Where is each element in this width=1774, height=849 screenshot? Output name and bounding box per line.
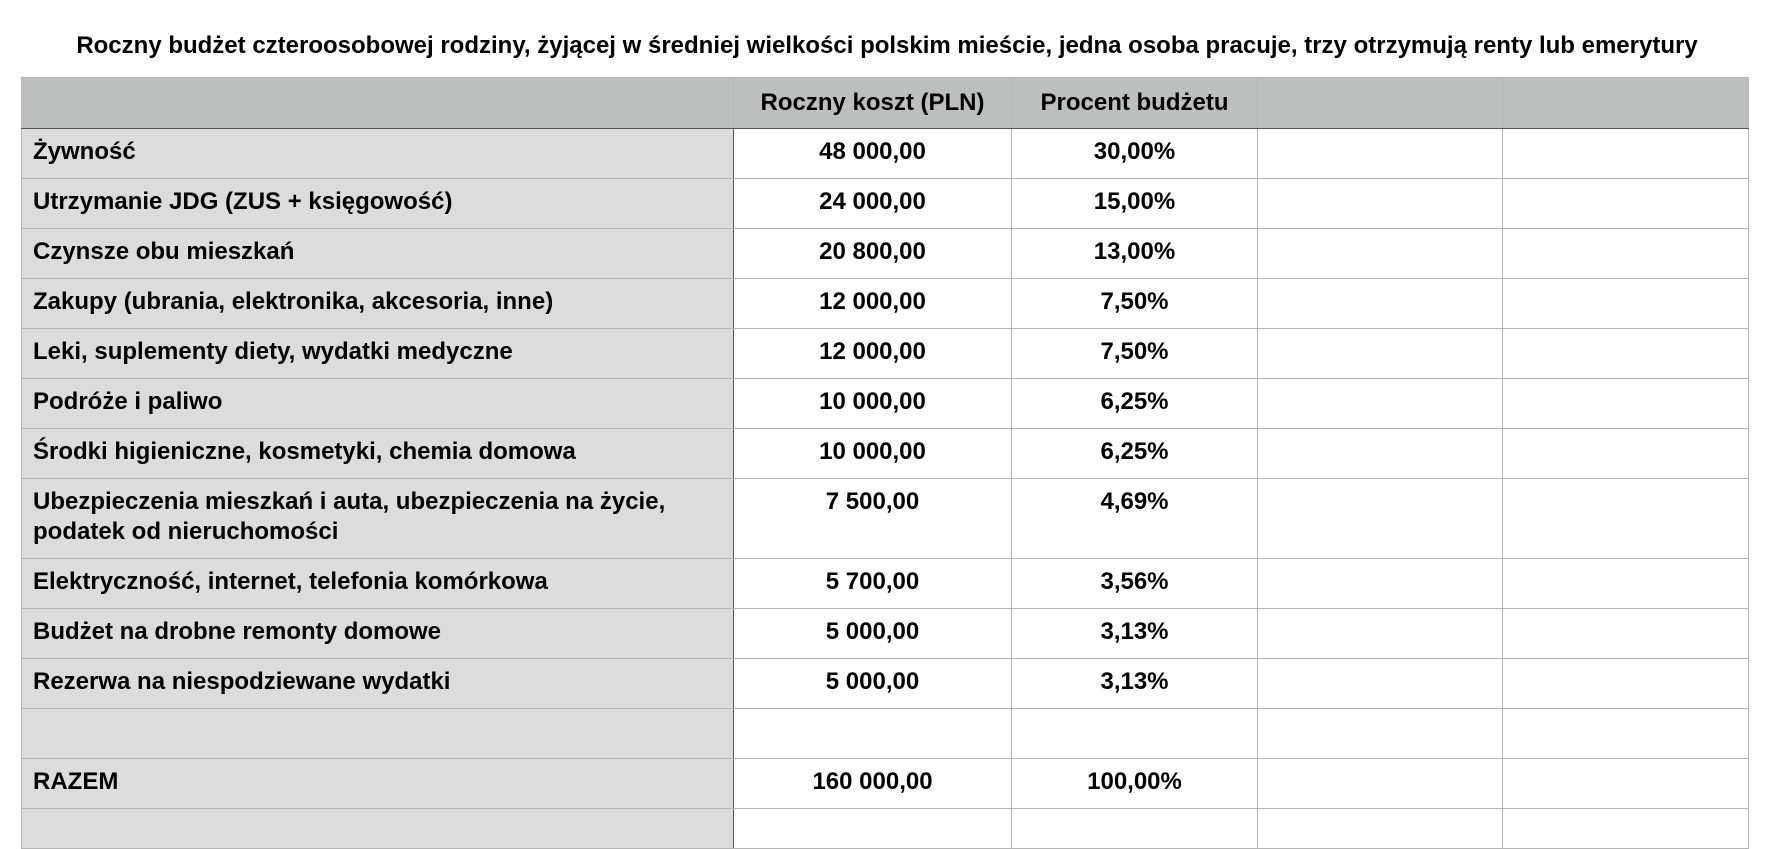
table-row bbox=[22, 129, 1749, 179]
cost-cell[interactable] bbox=[734, 709, 1012, 759]
sheet-title: Roczny budżet czteroosobowej rodziny, żyjącej w średniej wielkości polskim mieście, jedna osoba pracuje, trzy otrzymują renty lub emerytury bbox=[76, 32, 1698, 59]
empty-cell[interactable] bbox=[1258, 429, 1503, 479]
cost-cell[interactable] bbox=[734, 809, 1012, 849]
empty-cell[interactable] bbox=[1503, 379, 1749, 429]
empty-cell[interactable] bbox=[1258, 279, 1503, 329]
percent-cell[interactable]: 7,50% bbox=[1012, 279, 1258, 329]
empty-cell[interactable] bbox=[1503, 429, 1749, 479]
percent-cell[interactable]: 13,00% bbox=[1012, 229, 1258, 279]
empty-cell[interactable] bbox=[1503, 809, 1749, 849]
empty-cell[interactable] bbox=[1503, 709, 1749, 759]
table-row-empty bbox=[22, 809, 1749, 849]
table-row bbox=[22, 329, 1749, 379]
empty-cell[interactable] bbox=[1258, 229, 1503, 279]
budget-table bbox=[21, 77, 1749, 849]
empty-cell[interactable] bbox=[1503, 559, 1749, 609]
empty-cell[interactable] bbox=[1258, 609, 1503, 659]
row-label-cell[interactable]: Podróże i paliwo bbox=[22, 379, 734, 429]
table-row bbox=[22, 179, 1749, 229]
empty-cell[interactable] bbox=[1503, 279, 1749, 329]
empty-cell[interactable] bbox=[1503, 759, 1749, 809]
row-label-cell[interactable] bbox=[22, 709, 734, 759]
cost-cell[interactable]: 5 700,00 bbox=[734, 559, 1012, 609]
header-cell-empty[interactable] bbox=[1503, 78, 1749, 129]
percent-cell[interactable] bbox=[1012, 709, 1258, 759]
row-label-cell[interactable] bbox=[22, 809, 734, 849]
total-percent-cell[interactable]: 100,00% bbox=[1012, 759, 1258, 809]
row-label-cell[interactable]: Żywność bbox=[22, 129, 734, 179]
row-label-cell[interactable]: Rezerwa na niespodziewane wydatki bbox=[22, 659, 734, 709]
percent-cell[interactable]: 3,56% bbox=[1012, 559, 1258, 609]
cost-cell[interactable]: 24 000,00 bbox=[734, 179, 1012, 229]
cost-cell[interactable]: 12 000,00 bbox=[734, 329, 1012, 379]
header-cell-annual-cost[interactable]: Roczny koszt (PLN) bbox=[734, 78, 1012, 129]
percent-cell[interactable]: 6,25% bbox=[1012, 379, 1258, 429]
cost-cell[interactable]: 48 000,00 bbox=[734, 129, 1012, 179]
empty-cell[interactable] bbox=[1503, 659, 1749, 709]
table-row bbox=[22, 609, 1749, 659]
percent-cell[interactable] bbox=[1012, 809, 1258, 849]
header-cell-empty[interactable] bbox=[1258, 78, 1503, 129]
header-cell-category[interactable] bbox=[22, 78, 734, 129]
row-label-cell[interactable]: Czynsze obu mieszkań bbox=[22, 229, 734, 279]
empty-cell[interactable] bbox=[1258, 759, 1503, 809]
table-row bbox=[22, 479, 1749, 559]
table-row bbox=[22, 229, 1749, 279]
table-row bbox=[22, 429, 1749, 479]
empty-cell[interactable] bbox=[1258, 659, 1503, 709]
empty-cell[interactable] bbox=[1503, 609, 1749, 659]
cost-cell[interactable]: 5 000,00 bbox=[734, 609, 1012, 659]
empty-cell[interactable] bbox=[1258, 479, 1503, 559]
empty-cell[interactable] bbox=[1503, 479, 1749, 559]
percent-cell[interactable]: 3,13% bbox=[1012, 609, 1258, 659]
percent-cell[interactable]: 7,50% bbox=[1012, 329, 1258, 379]
total-label-cell[interactable]: RAZEM bbox=[22, 759, 734, 809]
empty-cell[interactable] bbox=[1503, 129, 1749, 179]
table-row-empty bbox=[22, 709, 1749, 759]
cost-cell[interactable]: 5 000,00 bbox=[734, 659, 1012, 709]
percent-cell[interactable]: 6,25% bbox=[1012, 429, 1258, 479]
percent-cell[interactable]: 4,69% bbox=[1012, 479, 1258, 559]
percent-cell[interactable]: 30,00% bbox=[1012, 129, 1258, 179]
percent-cell[interactable]: 15,00% bbox=[1012, 179, 1258, 229]
table-row bbox=[22, 659, 1749, 709]
percent-cell[interactable]: 3,13% bbox=[1012, 659, 1258, 709]
cost-cell[interactable]: 20 800,00 bbox=[734, 229, 1012, 279]
table-row bbox=[22, 559, 1749, 609]
empty-cell[interactable] bbox=[1258, 179, 1503, 229]
row-label-cell[interactable]: Budżet na drobne remonty domowe bbox=[22, 609, 734, 659]
header-cell-budget-percent[interactable]: Procent budżetu bbox=[1012, 78, 1258, 129]
cost-cell[interactable]: 7 500,00 bbox=[734, 479, 1012, 559]
row-label-cell[interactable]: Utrzymanie JDG (ZUS + księgowość) bbox=[22, 179, 734, 229]
empty-cell[interactable] bbox=[1258, 709, 1503, 759]
empty-cell[interactable] bbox=[1258, 809, 1503, 849]
empty-cell[interactable] bbox=[1258, 129, 1503, 179]
empty-cell[interactable] bbox=[1258, 329, 1503, 379]
table-row bbox=[22, 279, 1749, 329]
row-label-cell[interactable]: Środki higieniczne, kosmetyki, chemia domowa bbox=[22, 429, 734, 479]
cost-cell[interactable]: 10 000,00 bbox=[734, 379, 1012, 429]
row-label-cell[interactable]: Zakupy (ubrania, elektronika, akcesoria, inne) bbox=[22, 279, 734, 329]
total-cost-cell[interactable]: 160 000,00 bbox=[734, 759, 1012, 809]
empty-cell[interactable] bbox=[1258, 379, 1503, 429]
table-row-total bbox=[22, 759, 1749, 809]
row-label-cell[interactable]: Ubezpieczenia mieszkań i auta, ubezpieczenia na życie, podatek od nieruchomości bbox=[22, 479, 734, 559]
row-label-cell[interactable]: Elektryczność, internet, telefonia komórkowa bbox=[22, 559, 734, 609]
cost-cell[interactable]: 12 000,00 bbox=[734, 279, 1012, 329]
cost-cell[interactable]: 10 000,00 bbox=[734, 429, 1012, 479]
header-row bbox=[22, 78, 1749, 129]
empty-cell[interactable] bbox=[1503, 329, 1749, 379]
row-label-cell[interactable]: Leki, suplementy diety, wydatki medyczne bbox=[22, 329, 734, 379]
empty-cell[interactable] bbox=[1503, 179, 1749, 229]
empty-cell[interactable] bbox=[1258, 559, 1503, 609]
empty-cell[interactable] bbox=[1503, 229, 1749, 279]
table-row bbox=[22, 379, 1749, 429]
